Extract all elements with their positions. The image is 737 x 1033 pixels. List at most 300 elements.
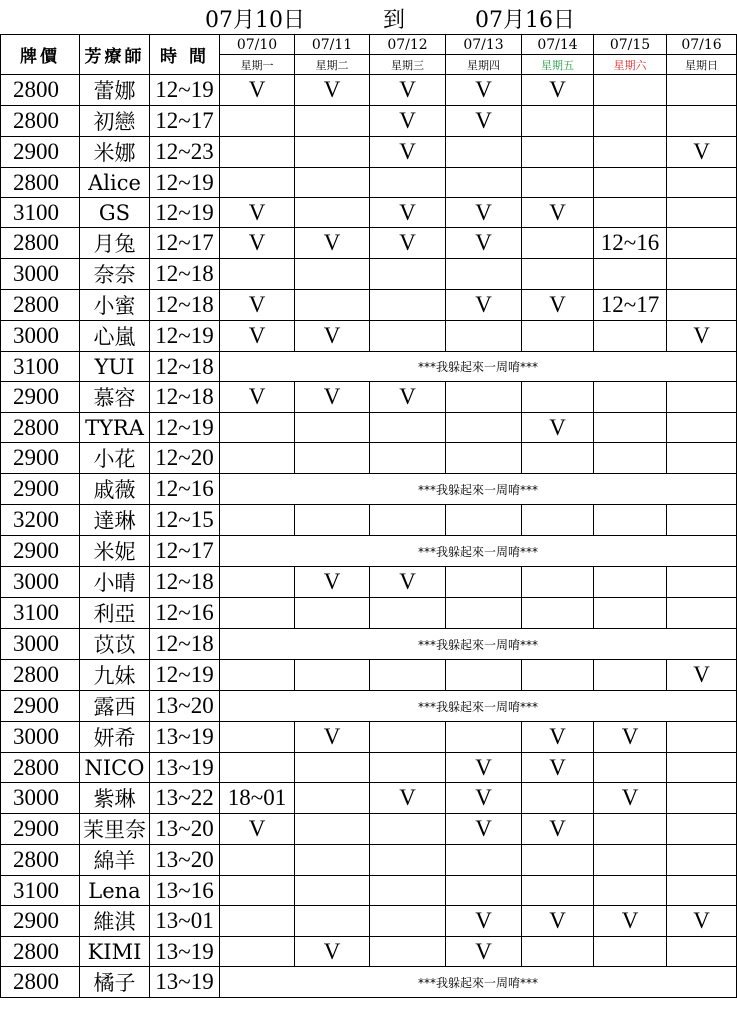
day-availability-cell [220,937,295,967]
day-availability-cell [594,937,667,967]
day-availability-cell [522,783,594,814]
therapist-name-cell: GS [80,198,150,228]
away-note-cell: ***我躲起來一周唷*** [220,629,737,660]
title-start-date: 07月10日 [205,8,305,33]
day-date-header: 07/10 [220,35,295,55]
day-availability-cell [667,753,737,783]
price-cell: 2800 [1,937,80,967]
day-availability-cell [370,505,446,536]
day-availability-cell [667,413,737,443]
day-availability-cell [667,75,737,106]
price-cell: 3000 [1,722,80,753]
hours-cell: 12~16 [150,474,220,505]
therapist-name-cell: KIMI [80,937,150,967]
day-availability-cell: V [522,722,594,753]
price-cell: 3100 [1,198,80,228]
schedule-row [1,474,737,505]
day-availability-cell [594,753,667,783]
day-availability-cell: V [522,198,594,228]
day-availability-cell [667,443,737,474]
day-availability-cell: V [370,567,446,598]
day-availability-cell: V [446,106,522,137]
day-availability-cell [220,753,295,783]
day-availability-cell [522,137,594,168]
day-date-header: 07/15 [594,35,667,55]
schedule-row [1,259,737,290]
price-cell: 3000 [1,567,80,598]
hours-cell: 13~19 [150,753,220,783]
day-availability-cell [295,259,370,290]
therapist-name-cell: YUI [80,352,150,382]
day-availability-cell [220,106,295,137]
day-availability-cell [370,290,446,321]
price-cell: 2900 [1,536,80,567]
day-availability-cell [594,259,667,290]
price-cell: 2900 [1,906,80,937]
day-availability-cell [370,660,446,691]
therapist-name-cell: 橘子 [80,967,150,998]
therapist-name-cell: NICO [80,753,150,783]
day-availability-cell [594,168,667,198]
day-availability-cell: V [220,814,295,845]
day-availability-cell: V [370,198,446,228]
day-availability-cell [522,505,594,536]
price-cell: 2900 [1,474,80,505]
schedule-row [1,753,737,783]
day-availability-cell [446,413,522,443]
hours-cell: 12~17 [150,106,220,137]
schedule-title [0,0,737,34]
therapist-name-cell: 小花 [80,443,150,474]
day-availability-cell [667,228,737,259]
day-availability-cell [220,137,295,168]
day-availability-cell [370,259,446,290]
day-availability-cell [295,443,370,474]
day-availability-cell [220,505,295,536]
day-availability-cell [220,876,295,906]
day-availability-cell: V [522,814,594,845]
day-availability-cell [370,753,446,783]
day-availability-cell [446,321,522,352]
day-availability-cell [295,168,370,198]
day-availability-cell [667,198,737,228]
therapist-name-cell: 戚薇 [80,474,150,505]
day-availability-cell: V [220,382,295,413]
therapist-name-cell: 苡苡 [80,629,150,660]
day-availability-cell [522,321,594,352]
day-availability-cell: V [667,137,737,168]
day-availability-cell: V [370,75,446,106]
day-availability-cell [667,937,737,967]
day-availability-cell: V [446,75,522,106]
hours-cell: 12~17 [150,228,220,259]
day-availability-cell [370,321,446,352]
day-availability-cell [370,598,446,629]
price-cell: 3000 [1,629,80,660]
day-availability-cell [370,906,446,937]
schedule-row [1,198,737,228]
day-availability-cell: V [220,321,295,352]
day-date-header: 07/13 [446,35,522,55]
day-availability-cell [220,906,295,937]
day-availability-cell [295,106,370,137]
therapist-name-cell: 心嵐 [80,321,150,352]
day-availability-cell [295,137,370,168]
day-availability-cell: V [220,198,295,228]
day-availability-cell [446,876,522,906]
day-availability-cell [295,413,370,443]
day-availability-cell [220,259,295,290]
schedule-row [1,75,737,106]
title-end-date: 07月16日 [475,8,575,33]
hours-cell: 12~16 [150,598,220,629]
day-availability-cell [667,567,737,598]
hours-cell: 13~19 [150,937,220,967]
day-availability-cell [220,567,295,598]
day-availability-cell [220,598,295,629]
day-availability-cell [295,876,370,906]
day-availability-cell [594,660,667,691]
day-availability-cell: 18~01 [220,783,295,814]
schedule-row [1,290,737,321]
therapist-name-cell: 紫琳 [80,783,150,814]
day-availability-cell [594,814,667,845]
hours-cell: 13~20 [150,691,220,722]
day-availability-cell [594,382,667,413]
day-availability-cell: V [667,660,737,691]
day-availability-cell [667,259,737,290]
schedule-table [0,34,737,998]
day-availability-cell [667,598,737,629]
schedule-row [1,660,737,691]
therapist-name-cell: Lena [80,876,150,906]
day-availability-cell [446,259,522,290]
therapist-name-cell: 蕾娜 [80,75,150,106]
therapist-name-cell: 米娜 [80,137,150,168]
day-availability-cell: V [522,290,594,321]
hours-cell: 12~19 [150,75,220,106]
day-availability-cell [220,168,295,198]
day-availability-cell [594,198,667,228]
therapist-name-cell: 維淇 [80,906,150,937]
schedule-row [1,321,737,352]
day-availability-cell: V [446,906,522,937]
therapist-name-cell: Alice [80,168,150,198]
day-availability-cell [667,722,737,753]
hours-cell: 12~18 [150,352,220,382]
price-cell: 3000 [1,321,80,352]
day-availability-cell: V [446,198,522,228]
hours-cell: 12~15 [150,505,220,536]
day-availability-cell [594,443,667,474]
day-weekday-header: 星期一 [220,55,295,75]
price-cell: 2900 [1,443,80,474]
day-availability-cell [370,413,446,443]
day-availability-cell: V [295,937,370,967]
header-therapist: 芳療師 [80,35,150,75]
title-separator: 到 [383,8,406,33]
price-cell: 3000 [1,783,80,814]
day-availability-cell [594,876,667,906]
day-availability-cell [370,876,446,906]
hours-cell: 12~18 [150,290,220,321]
day-availability-cell: V [446,937,522,967]
day-availability-cell: V [370,382,446,413]
day-availability-cell: V [667,321,737,352]
price-cell: 2800 [1,660,80,691]
schedule-row [1,413,737,443]
day-weekday-header: 星期日 [667,55,737,75]
hours-cell: 12~19 [150,413,220,443]
hours-cell: 13~19 [150,722,220,753]
schedule-row [1,722,737,753]
day-availability-cell [446,660,522,691]
price-cell: 2900 [1,382,80,413]
price-cell: 3000 [1,259,80,290]
day-availability-cell [295,753,370,783]
schedule-row [1,536,737,567]
price-cell: 3100 [1,876,80,906]
day-weekday-header: 星期三 [370,55,446,75]
hours-cell: 12~20 [150,443,220,474]
therapist-name-cell: 慕容 [80,382,150,413]
day-availability-cell [370,845,446,876]
day-availability-cell [667,876,737,906]
day-availability-cell: 12~16 [594,228,667,259]
day-availability-cell [522,567,594,598]
day-availability-cell [667,505,737,536]
day-availability-cell: V [370,228,446,259]
day-availability-cell [594,137,667,168]
day-availability-cell [370,722,446,753]
day-availability-cell [594,598,667,629]
day-availability-cell [594,321,667,352]
hours-cell: 12~23 [150,137,220,168]
therapist-name-cell: 妍希 [80,722,150,753]
schedule-row [1,783,737,814]
day-availability-cell: V [594,906,667,937]
day-availability-cell: 12~17 [594,290,667,321]
hours-cell: 13~22 [150,783,220,814]
day-availability-cell [522,168,594,198]
hours-cell: 12~18 [150,567,220,598]
schedule-row [1,567,737,598]
hours-cell: 12~17 [150,536,220,567]
schedule-row [1,937,737,967]
day-availability-cell: V [667,906,737,937]
day-availability-cell [522,876,594,906]
day-availability-cell: V [446,753,522,783]
day-availability-cell [295,290,370,321]
day-availability-cell: V [295,228,370,259]
schedule-row [1,505,737,536]
day-date-header: 07/14 [522,35,594,55]
therapist-name-cell: 奈奈 [80,259,150,290]
price-cell: 3200 [1,505,80,536]
away-note-cell: ***我躲起來一周唷*** [220,536,737,567]
day-availability-cell [594,567,667,598]
schedule-row [1,814,737,845]
day-availability-cell [667,783,737,814]
day-availability-cell [594,75,667,106]
day-availability-cell [370,443,446,474]
day-availability-cell [667,845,737,876]
day-availability-cell [220,413,295,443]
day-availability-cell: V [594,722,667,753]
schedule-row [1,967,737,998]
day-availability-cell [667,290,737,321]
day-availability-cell: V [370,783,446,814]
day-availability-cell [446,382,522,413]
day-availability-cell: V [522,753,594,783]
therapist-name-cell: 九妹 [80,660,150,691]
schedule-row [1,629,737,660]
price-cell: 2900 [1,137,80,168]
schedule-row [1,906,737,937]
day-availability-cell [295,660,370,691]
day-availability-cell [446,845,522,876]
day-availability-cell [446,443,522,474]
hours-cell: 12~18 [150,259,220,290]
day-availability-cell [446,137,522,168]
day-availability-cell [522,845,594,876]
therapist-name-cell: 小晴 [80,567,150,598]
day-availability-cell [446,168,522,198]
day-availability-cell: V [295,382,370,413]
schedule-row [1,106,737,137]
therapist-name-cell: 露西 [80,691,150,722]
day-availability-cell: V [446,783,522,814]
day-availability-cell [522,228,594,259]
therapist-name-cell: 茉里奈 [80,814,150,845]
day-availability-cell: V [522,413,594,443]
schedule-row [1,443,737,474]
day-availability-cell [522,937,594,967]
day-availability-cell: V [220,228,295,259]
hours-cell: 12~19 [150,321,220,352]
schedule-row [1,352,737,382]
day-availability-cell: V [295,75,370,106]
day-availability-cell: V [446,290,522,321]
hours-cell: 13~20 [150,814,220,845]
price-cell: 2800 [1,75,80,106]
day-availability-cell: V [446,228,522,259]
day-weekday-header: 星期二 [295,55,370,75]
hours-cell: 12~18 [150,629,220,660]
day-availability-cell [295,906,370,937]
header-time: 時 間 [150,35,220,75]
day-availability-cell [446,722,522,753]
day-availability-cell [370,814,446,845]
therapist-name-cell: 達琳 [80,505,150,536]
price-cell: 2800 [1,228,80,259]
therapist-name-cell: TYRA [80,413,150,443]
away-note-cell: ***我躲起來一周唷*** [220,967,737,998]
day-availability-cell [370,937,446,967]
day-availability-cell [446,598,522,629]
therapist-name-cell: 初戀 [80,106,150,137]
day-availability-cell: V [522,906,594,937]
day-availability-cell [594,413,667,443]
day-availability-cell [667,814,737,845]
day-availability-cell [446,505,522,536]
schedule-row [1,137,737,168]
day-availability-cell [594,106,667,137]
price-cell: 3100 [1,352,80,382]
price-cell: 2900 [1,814,80,845]
away-note-cell: ***我躲起來一周唷*** [220,474,737,505]
price-cell: 2800 [1,168,80,198]
day-weekday-header: 星期五 [522,55,594,75]
day-date-header: 07/11 [295,35,370,55]
day-availability-cell: V [522,75,594,106]
day-availability-cell [522,259,594,290]
schedule-row [1,382,737,413]
day-availability-cell: V [295,722,370,753]
day-weekday-header: 星期六 [594,55,667,75]
day-date-header: 07/12 [370,35,446,55]
hours-cell: 12~19 [150,198,220,228]
day-availability-cell: V [295,567,370,598]
day-availability-cell [522,598,594,629]
day-availability-cell [370,168,446,198]
hours-cell: 13~16 [150,876,220,906]
day-availability-cell [295,783,370,814]
day-availability-cell: V [370,137,446,168]
price-cell: 2800 [1,290,80,321]
day-availability-cell: V [594,783,667,814]
schedule-row [1,168,737,198]
therapist-name-cell: 米妮 [80,536,150,567]
day-availability-cell [295,598,370,629]
day-availability-cell [295,814,370,845]
day-availability-cell [220,722,295,753]
therapist-name-cell: 利亞 [80,598,150,629]
day-availability-cell [594,845,667,876]
day-availability-cell [220,443,295,474]
away-note-cell: ***我躲起來一周唷*** [220,691,737,722]
away-note-cell: ***我躲起來一周唷*** [220,352,737,382]
hours-cell: 12~18 [150,382,220,413]
day-date-header: 07/16 [667,35,737,55]
day-availability-cell: V [220,75,295,106]
day-availability-cell [522,660,594,691]
schedule-row [1,598,737,629]
hours-cell: 12~19 [150,660,220,691]
therapist-name-cell: 小蜜 [80,290,150,321]
schedule-row [1,691,737,722]
day-availability-cell [594,505,667,536]
day-availability-cell [522,106,594,137]
day-availability-cell [295,505,370,536]
day-availability-cell [446,567,522,598]
schedule-row [1,876,737,906]
day-availability-cell [295,845,370,876]
day-availability-cell: V [220,290,295,321]
price-cell: 2800 [1,845,80,876]
header-price: 牌價 [1,35,80,75]
day-availability-cell: V [446,814,522,845]
day-weekday-header: 星期四 [446,55,522,75]
day-availability-cell [522,382,594,413]
price-cell: 2800 [1,106,80,137]
price-cell: 2800 [1,413,80,443]
hours-cell: 13~20 [150,845,220,876]
day-availability-cell [667,106,737,137]
day-availability-cell [220,660,295,691]
price-cell: 3100 [1,598,80,629]
schedule-row [1,228,737,259]
